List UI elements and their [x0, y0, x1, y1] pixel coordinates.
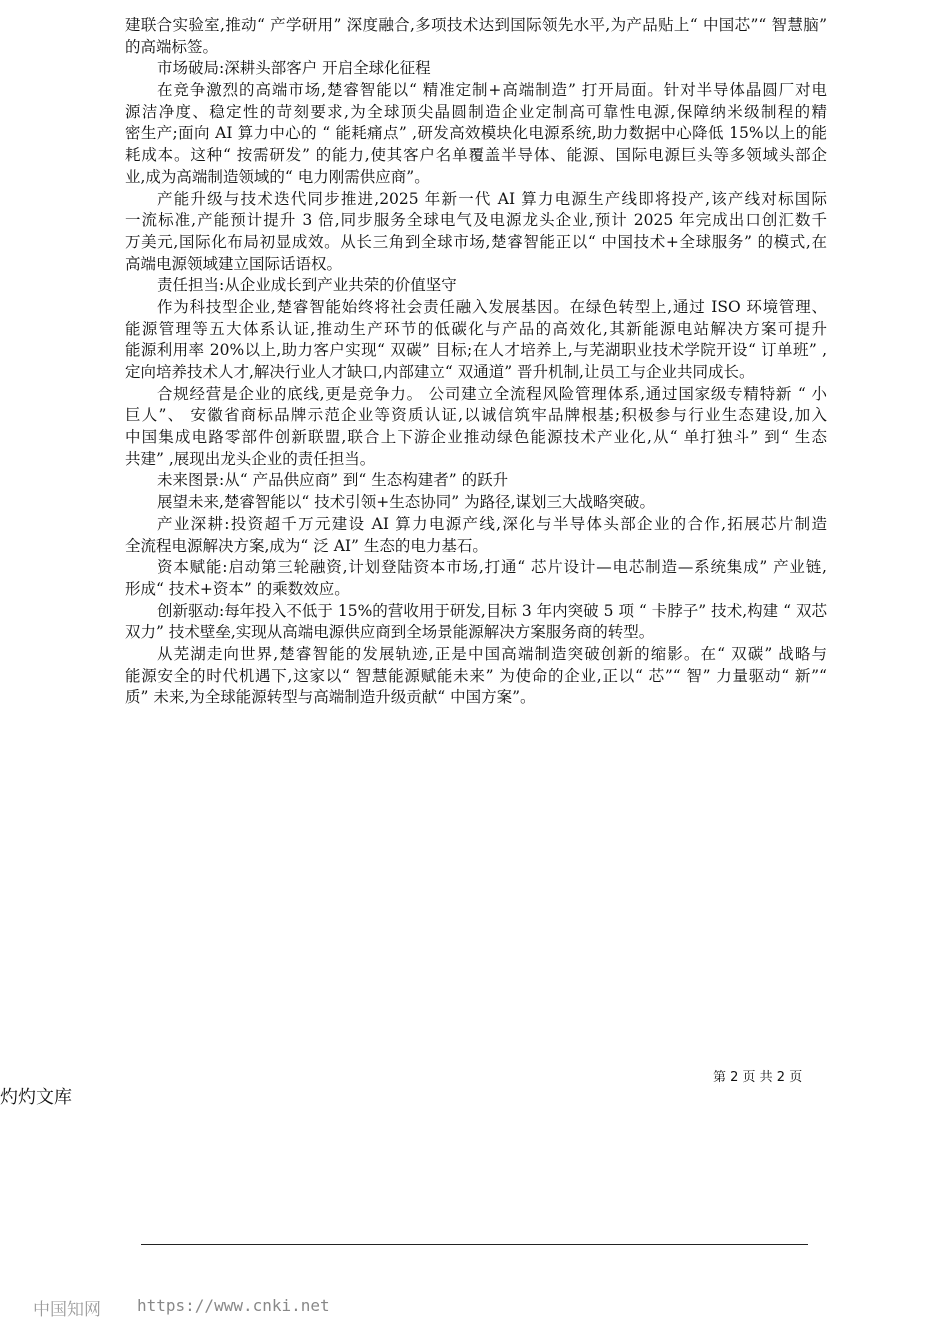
cnki-url[interactable]: https://www.cnki.net	[137, 1296, 330, 1315]
text-line: 市场破局:深耕头部客户 开启全球化征程	[157, 59, 431, 78]
text-line: 耗成本。这种“ 按需研发” 的能力,使其客户名单覆盖半导体、能源、国际电源巨头等多领域头部企	[125, 146, 827, 165]
paragraph	[125, 644, 827, 709]
text-line: 的高端标签。	[125, 37, 219, 56]
text-line: 定向培养技术人才,解决行业人才缺口,内部建立“ 双通道” 晋升机制,让员工与企业共同成长。	[125, 363, 755, 381]
text-line: 建联合实验室,推动“ 产学研用” 深度融合,多项技术达到国际领先水平,为产品贴上“ 中国芯”“ 智慧脑”	[125, 16, 827, 34]
text-line: 高端电源领域建立国际话语权。	[125, 254, 343, 273]
text-line: 在竞争激烈的高端市场,楚睿智能以“ 精准定制+高端制造” 打开局面。针对半导体晶圆厂对电	[157, 81, 827, 100]
text-line: 产能升级与技术迭代同步推进,2025 年新一代 AI 算力电源生产线即将投产,该产线对标国际	[157, 189, 827, 208]
text-line: 质” 未来,为全球能源转型与高端制造升级贡献“ 中国方案”。	[125, 688, 536, 707]
document-body	[125, 15, 827, 709]
text-line: 中国集成电路零部件创新联盟,联合上下游企业推动绿色能源技术产业化,从“ 单打独斗” 到“ 生态	[125, 428, 827, 447]
paragraph	[125, 514, 827, 557]
text-line: 合规经营是企业的底线,更是竞争力。 公司建立全流程风险管理体系,通过国家级专精特新 “ 小	[157, 384, 827, 403]
text-line: 产业深耕:投资超千万元建设 AI 算力电源产线,深化与半导体头部企业的合作,拓展芯片制造	[157, 514, 827, 533]
text-line: 双力” 技术壁垒,实现从高端电源供应商到全场景能源解决方案服务商的转型。	[125, 623, 655, 642]
paragraph	[125, 557, 827, 600]
cnki-watermark: 中国知网	[33, 1300, 101, 1320]
paragraph	[125, 384, 827, 471]
text-line: 形成“ 技术+资本” 的乘数效应。	[125, 579, 350, 598]
section-heading	[125, 470, 827, 492]
text-line: 责任担当:从企业成长到产业共荣的价值坚守	[157, 276, 457, 295]
text-line: 资本赋能:启动第三轮融资,计划登陆资本市场,打通“ 芯片设计—电芯制造—系统集成” 产业链,	[157, 558, 827, 577]
paragraph	[125, 189, 827, 276]
footer-divider	[141, 1244, 808, 1245]
text-line: 未来图景:从“ 产品供应商” 到“ 生态构建者” 的跃升	[157, 471, 509, 490]
text-line: 巨人”、 安徽省商标品牌示范企业等资质认证,以诚信筑牢品牌根基;积极参与行业生态建设,加入	[125, 406, 827, 425]
text-line: 共建” ,展现出龙头企业的责任担当。	[125, 449, 376, 468]
text-line: 业,成为高端制造领域的“ 电力刚需供应商”。	[125, 167, 430, 186]
paragraph	[125, 80, 827, 188]
brand-label: 灼灼文库	[0, 1087, 72, 1108]
page-number: 第 2 页 共 2 页	[713, 1070, 803, 1085]
text-line: 能源利用率 20%以上,助力客户实现“ 双碳” 目标;在人才培养上,与芜湖职业技术学院开设“ 订单班” ,	[125, 341, 827, 360]
text-line: 万美元,国际化布局初显成效。从长三角到全球市场,楚睿智能正以“ 中国技术+全球服务” 的模式,在	[125, 232, 827, 251]
text-line: 作为科技型企业,楚睿智能始终将社会责任融入发展基因。在绿色转型上,通过 ISO 环境管理、	[157, 297, 827, 316]
text-line: 从芜湖走向世界,楚睿智能的发展轨迹,正是中国高端制造突破创新的缩影。在“ 双碳” 战略与	[157, 644, 827, 663]
paragraph	[125, 492, 827, 514]
section-heading	[125, 58, 827, 80]
section-heading	[125, 275, 827, 297]
paragraph	[125, 297, 827, 384]
paragraph	[125, 15, 827, 58]
text-line: 源洁净度、稳定性的苛刻要求,为全球顶尖晶圆制造企业定制高可靠性电源,保障纳米级制程的精	[125, 102, 827, 121]
text-line: 一流标准,产能预计提升 3 倍,同步服务全球电气及电源龙头企业,预计 2025 年完成出口创汇数千	[125, 211, 827, 230]
paragraph	[125, 601, 827, 644]
text-line: 密生产;面向 AI 算力中心的 “ 能耗痛点” ,研发高效模块化电源系统,助力数据中心降低 15%以上的能	[125, 124, 827, 143]
text-line: 能源管理等五大体系认证,推动生产环节的低碳化与产品的高效化,其新能源电站解决方案可提升	[125, 319, 827, 338]
text-line: 创新驱动:每年投入不低于 15%的营收用于研发,目标 3 年内突破 5 项 “ 卡脖子” 技术,构建 “ 双芯	[157, 601, 827, 620]
text-line: 展望未来,楚睿智能以“ 技术引领+生态协同” 为路径,谋划三大战略突破。	[157, 493, 656, 512]
text-line: 全流程电源解决方案,成为“ 泛 AI” 生态的电力基石。	[125, 536, 488, 555]
text-line: 能源安全的时代机遇下,这家以“ 智慧能源赋能未来” 为使命的企业,正以“ 芯”“ 智” 力量驱动“ 新”“	[125, 666, 827, 685]
